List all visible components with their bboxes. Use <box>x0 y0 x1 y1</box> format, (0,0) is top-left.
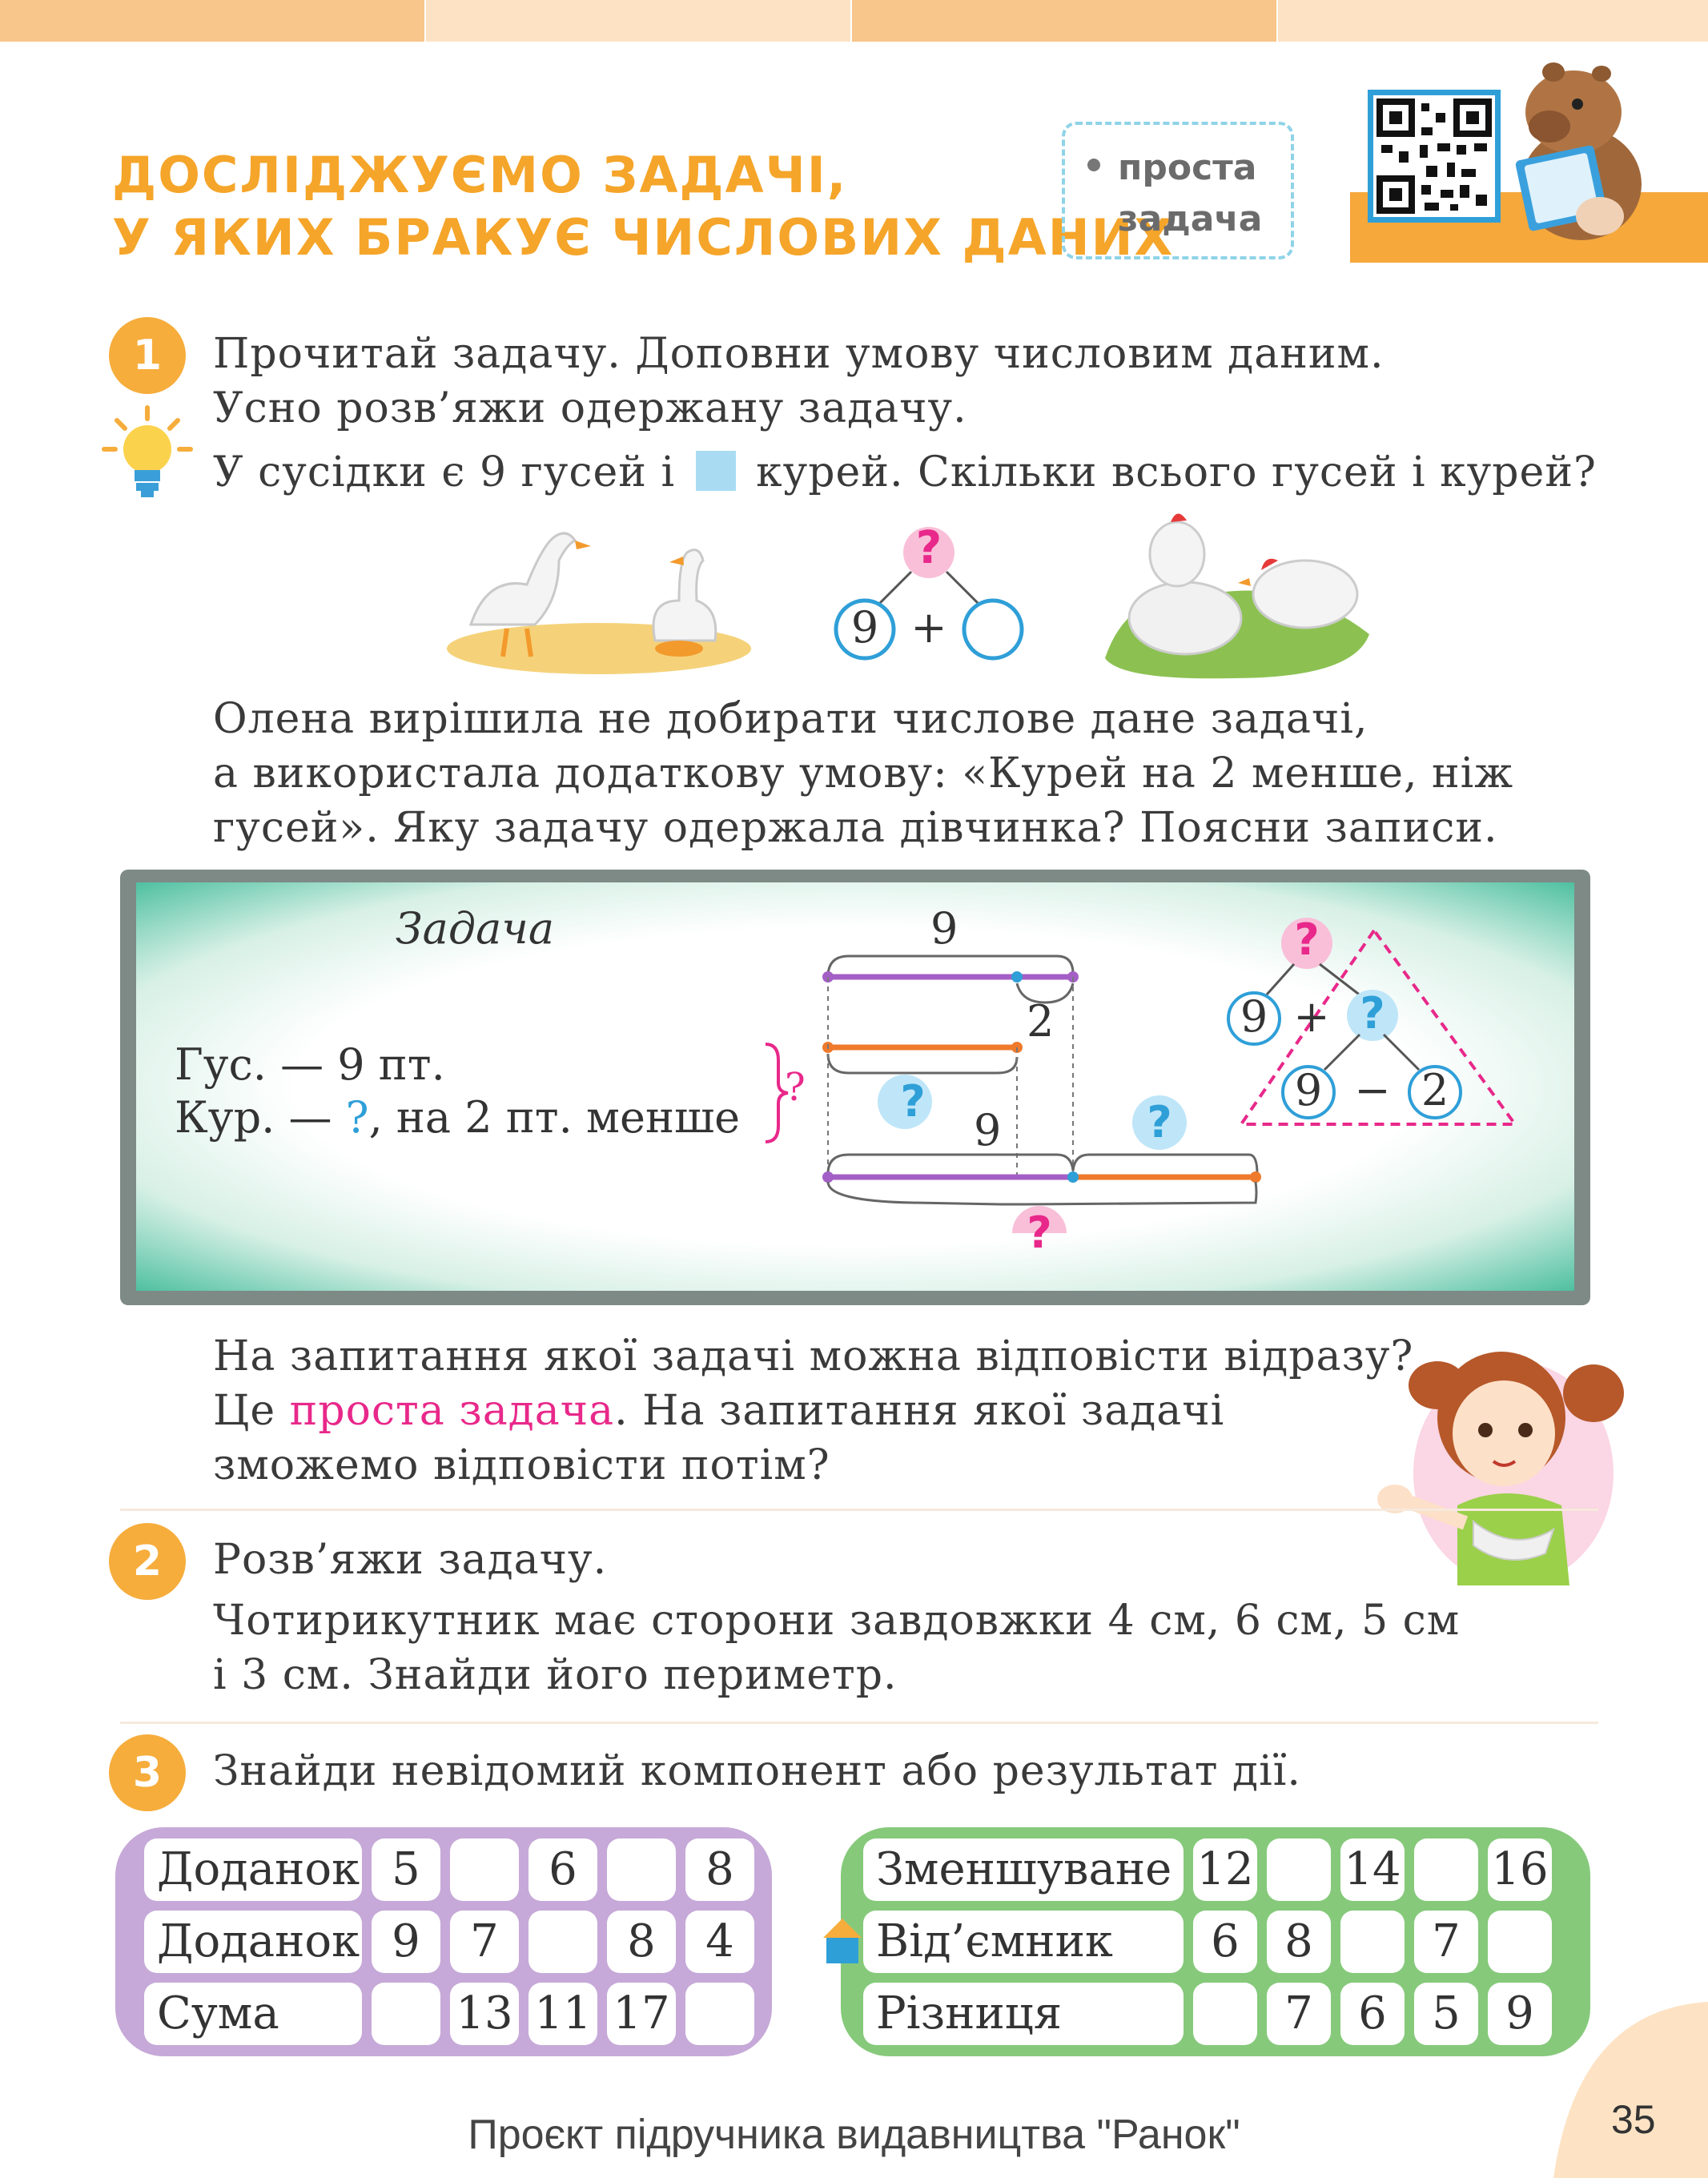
addition-cell: 9 <box>372 1911 440 1973</box>
segment-bottom-label: 9 <box>974 1105 1002 1155</box>
tag-line-1: проста <box>1118 147 1257 188</box>
paragraph-line-3: гусей». Яку задачу одержала дівчинка? Поясни записи. <box>213 804 1498 852</box>
addition-cell: 7 <box>450 1911 519 1973</box>
subtraction-cell: 7 <box>1267 1983 1331 2045</box>
task-number-badge: 1 <box>109 317 186 394</box>
problem-text-after: курей. Скільки всього гусей і курей? <box>756 448 1597 496</box>
brace-question: ? <box>785 1065 806 1110</box>
hens-illustration <box>1097 498 1385 682</box>
segment-question-2: ? <box>1147 1097 1172 1147</box>
scheme-inner-question: ? <box>1360 988 1385 1039</box>
divider <box>120 1509 1598 1511</box>
task2-instruction: Розв’яжи задачу. <box>213 1536 608 1584</box>
addition-cell: 8 <box>685 1838 754 1901</box>
subtraction-row-label: Зменшуване <box>863 1838 1184 1901</box>
subtraction-cell: 8 <box>1267 1911 1331 1973</box>
addition-empty-cell[interactable] <box>685 1983 754 2045</box>
subtraction-empty-cell[interactable] <box>1340 1911 1405 1973</box>
task-number-badge: 3 <box>109 1734 186 1811</box>
segment-diff-label: 2 <box>1027 996 1055 1047</box>
header-stripe <box>852 0 1276 42</box>
task1-problem <box>213 448 1597 496</box>
page-title: ДОСЛІДЖУЄМО ЗАДАЧІ, У ЯКИХ БРАКУЄ ЧИСЛОВИХ ДАНИХ <box>112 146 1175 267</box>
highlight-simple-task: проста задача <box>289 1387 615 1435</box>
qr-code-icon[interactable] <box>1368 90 1501 223</box>
subtraction-empty-cell[interactable] <box>1267 1838 1331 1901</box>
task2-problem-line-1: Чотирикутник має сторони завдовжки 4 см, 6 см, 5 см <box>213 1597 1461 1645</box>
board-hens-row: Кур. — ?, на 2 пт. менше <box>175 1092 741 1143</box>
scheme-minus-sign: − <box>1354 1065 1391 1115</box>
subtraction-row-label: Різниця <box>863 1983 1184 2045</box>
header-stripe <box>426 0 850 42</box>
board-geese-row: Гус. — 9 пт. <box>175 1039 445 1090</box>
header-stripe <box>0 0 424 42</box>
problem-text-before: У сусідки є 9 гусей і <box>213 448 676 496</box>
board-hens-question: ? <box>345 1092 369 1143</box>
topic-tag <box>1062 122 1294 259</box>
after-board-line-2: Це проста задача. На запитання якої задачі <box>213 1387 1225 1435</box>
subtraction-cell: 9 <box>1488 1983 1552 2045</box>
subtraction-cell: 14 <box>1340 1838 1405 1901</box>
bullet-dot <box>1087 159 1100 171</box>
addition-row-label: Доданок <box>144 1911 362 1973</box>
addition-cell: 4 <box>685 1911 754 1973</box>
paragraph-line-1: Олена вирішила не добирати числове дане задачі, <box>213 695 1368 743</box>
addition-cell: 6 <box>528 1838 597 1901</box>
after-board-line-1: На запитання якої задачі можна відповісти відразу? <box>213 1332 1414 1380</box>
tag-line-2: задача <box>1118 199 1263 239</box>
scheme-left-value: 9 <box>850 602 879 653</box>
addition-empty-cell[interactable] <box>372 1983 440 2045</box>
capybara-reading-illustration <box>1505 56 1650 240</box>
addition-cell: 17 <box>607 1983 676 2045</box>
addition-empty-cell[interactable] <box>450 1838 519 1901</box>
footer-text: Проєкт підручника видавництва "Ранок" <box>468 2112 1240 2158</box>
segment-question-3: ? <box>1027 1208 1052 1258</box>
subtraction-empty-cell[interactable] <box>1193 1983 1257 2045</box>
paragraph-line-2: а використала додаткову умову: «Курей на 2 менше, ніж <box>213 749 1514 798</box>
addition-empty-cell[interactable] <box>528 1911 597 1973</box>
scheme-plus-sign: + <box>1293 991 1330 1042</box>
subtraction-cell: 12 <box>1193 1838 1257 1901</box>
addition-cell: 13 <box>450 1983 519 2045</box>
divider <box>120 1722 1598 1724</box>
subtraction-cell: 7 <box>1414 1911 1478 1973</box>
addition-cell: 8 <box>607 1911 676 1973</box>
task1-instruction-2: Усно розв’яжи одержану задачу. <box>213 384 967 432</box>
segment-question-1: ? <box>900 1076 926 1127</box>
header-stripe <box>1278 0 1708 42</box>
subtraction-cell: 6 <box>1340 1983 1405 2045</box>
subtraction-cell: 5 <box>1414 1983 1478 2045</box>
board-heading: Задача <box>396 903 555 954</box>
addition-row-label: Сума <box>144 1983 362 2045</box>
scheme-plus: + <box>910 602 947 653</box>
addition-cell: 5 <box>372 1838 440 1901</box>
segment-top-label: 9 <box>930 903 958 954</box>
addition-row-label: Доданок <box>144 1838 362 1901</box>
scheme-question: ? <box>915 522 942 574</box>
lightbulb-icon <box>99 404 195 500</box>
scheme-top-question: ? <box>1294 914 1320 965</box>
scheme-value-2: 2 <box>1421 1065 1449 1115</box>
task3-instruction: Знайди невідомий компонент або результат дії. <box>213 1747 1301 1795</box>
subtraction-row-label: Від’ємник <box>863 1911 1184 1973</box>
house-icon <box>820 1915 865 1967</box>
task-number-badge: 2 <box>109 1523 186 1600</box>
girl-illustration <box>1361 1313 1634 1593</box>
scheme-value-9b: 9 <box>1294 1065 1323 1115</box>
page-number: 35 <box>1611 2097 1656 2142</box>
blank-box[interactable] <box>696 451 736 491</box>
task1-instruction-1: Прочитай задачу. Доповни умову числовим даним. <box>213 330 1384 378</box>
addition-empty-cell[interactable] <box>607 1838 676 1901</box>
geese-illustration <box>439 512 759 681</box>
scheme-value-9: 9 <box>1240 991 1268 1042</box>
task2-problem-line-2: і 3 см. Знайди його периметр. <box>213 1651 898 1699</box>
subtraction-empty-cell[interactable] <box>1488 1911 1552 1973</box>
subtraction-empty-cell[interactable] <box>1414 1838 1478 1901</box>
subtraction-cell: 16 <box>1488 1838 1552 1901</box>
subtraction-cell: 6 <box>1193 1911 1257 1973</box>
segment-diagram <box>817 945 1265 1233</box>
after-board-line-3: зможемо відповісти потім? <box>213 1441 830 1489</box>
addition-cell: 11 <box>528 1983 597 2045</box>
